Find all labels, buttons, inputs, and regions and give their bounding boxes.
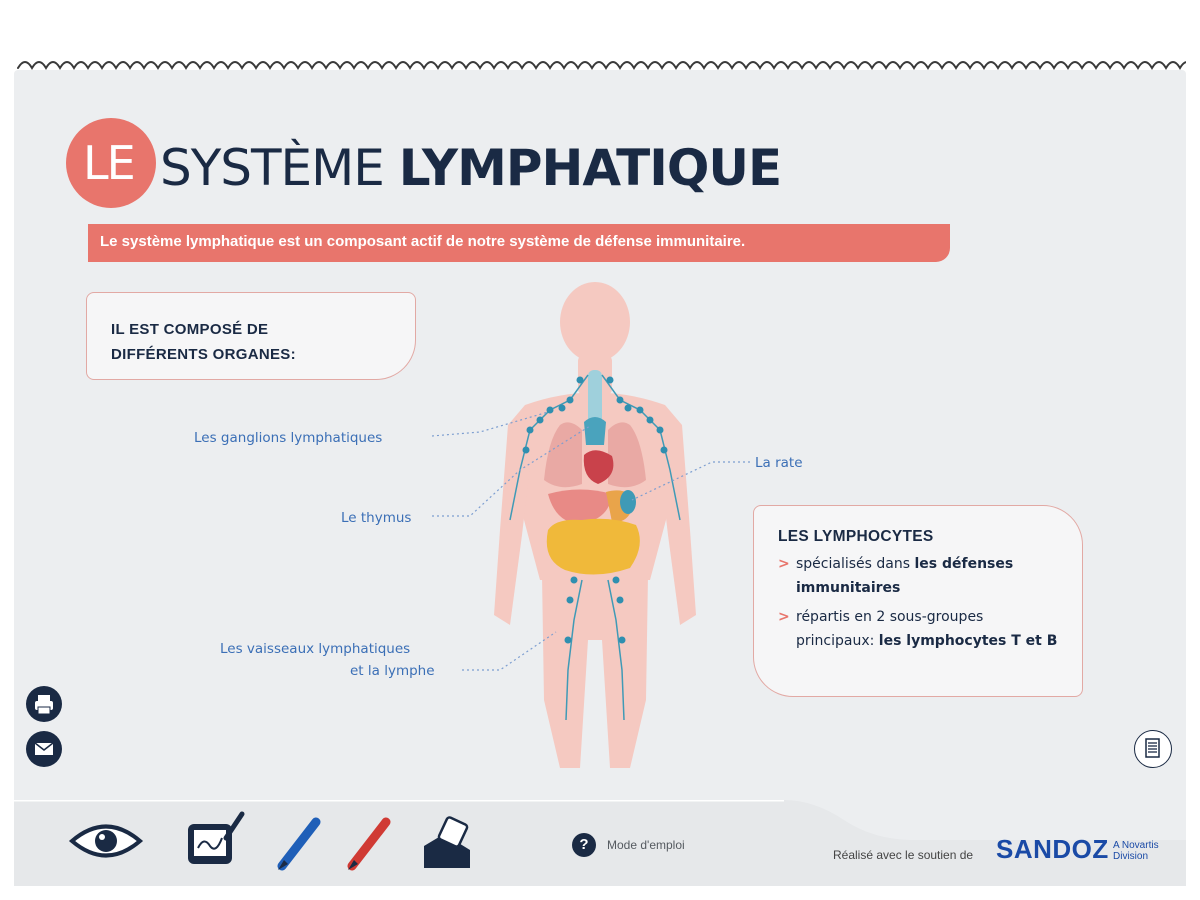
- lymphocytes-title: LES LYMPHOCYTES: [778, 528, 934, 545]
- label-rate: La rate: [755, 455, 803, 471]
- notes-button[interactable]: [1134, 730, 1172, 768]
- tablet-draw-icon: [188, 814, 242, 864]
- label-vaisseaux-line1: Les vaisseaux lymphatiques: [220, 641, 411, 657]
- eye-button[interactable]: [68, 818, 144, 864]
- red-pen-icon: [348, 822, 386, 870]
- intro-banner: Le système lymphatique est un composant actif de notre système de défense immunitaire.: [88, 224, 950, 262]
- item-bold: les défenses immunitaires: [796, 556, 1014, 596]
- help-label[interactable]: Mode d'emploi: [607, 838, 685, 852]
- label-vaisseaux-line2: et la lymphe: [350, 663, 435, 679]
- draw-button[interactable]: [184, 808, 248, 872]
- sponsor-text: Réalisé avec le soutien de: [833, 848, 974, 862]
- organs-box-line2: DIFFÉRENTS ORGANES:: [111, 346, 296, 363]
- sandoz-logo-subtitle: A Novartis Division: [1113, 840, 1159, 862]
- title-word1: SYSTÈME: [160, 139, 384, 197]
- item-bold: les lymphocytes T et B: [878, 633, 1058, 649]
- eraser-button[interactable]: [420, 814, 478, 874]
- chevron-right-icon: >: [778, 609, 790, 625]
- sandoz-logo: SANDOZ: [996, 834, 1109, 864]
- blue-pen-button[interactable]: [270, 816, 326, 876]
- eraser-icon: [424, 816, 470, 868]
- mail-button[interactable]: [26, 731, 62, 767]
- item-text: répartis en 2 sous-groupes principaux:: [796, 609, 984, 649]
- red-pen-button[interactable]: [340, 816, 396, 876]
- eye-icon: [72, 827, 140, 856]
- print-button[interactable]: [26, 686, 62, 722]
- lymphocytes-item: [778, 605, 1062, 653]
- lymphocytes-box: [753, 505, 1083, 697]
- notes-icon: [1135, 731, 1170, 766]
- title-badge-text: LE: [83, 136, 134, 190]
- label-thymus: Le thymus: [341, 510, 412, 526]
- organs-box-line1: IL EST COMPOSÉ DE: [111, 321, 269, 338]
- help-button[interactable]: ?: [572, 833, 596, 857]
- mail-icon: [26, 731, 62, 767]
- blue-pen-icon: [278, 822, 316, 870]
- chevron-right-icon: >: [778, 556, 790, 572]
- lymphocytes-item: [778, 552, 1062, 600]
- label-ganglions: Les ganglions lymphatiques: [194, 430, 383, 446]
- print-icon: [26, 686, 62, 722]
- title-word2: LYMPHATIQUE: [398, 139, 782, 197]
- item-text: spécialisés dans: [796, 556, 915, 572]
